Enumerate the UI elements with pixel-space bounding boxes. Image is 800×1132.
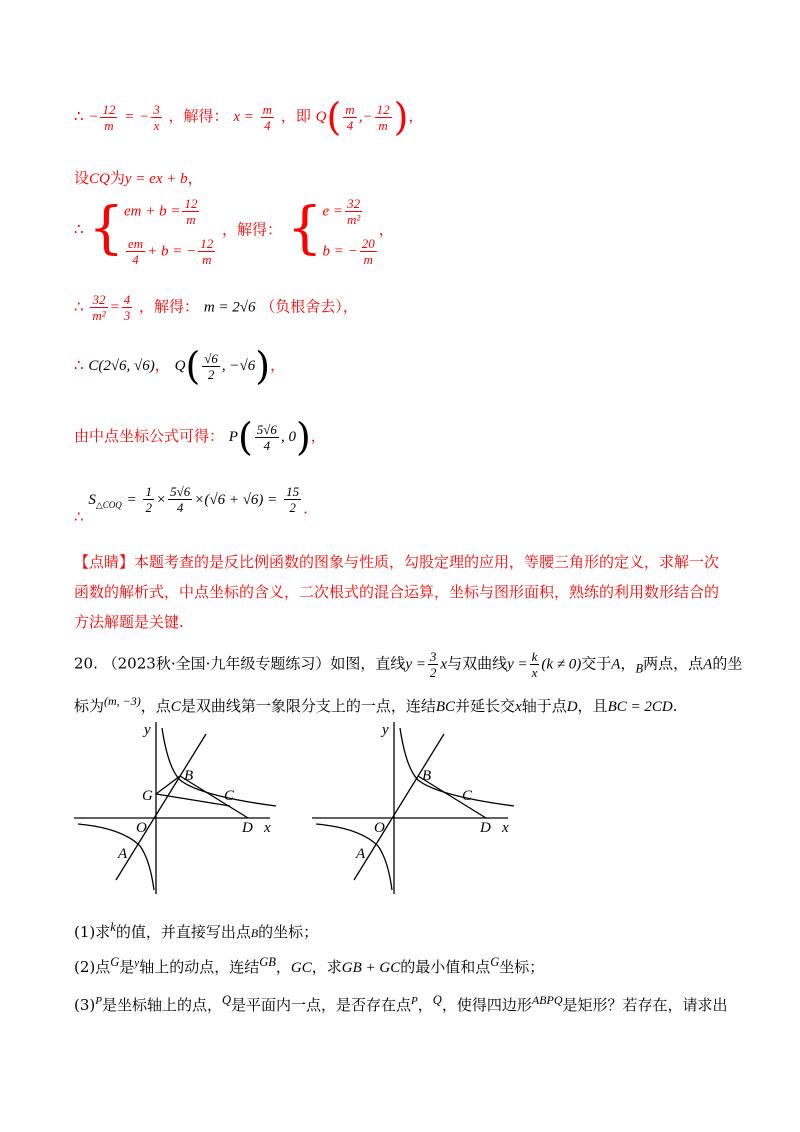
point-label: A: [703, 656, 713, 673]
fraction: [168, 484, 192, 515]
text: 与双曲线: [447, 654, 508, 673]
hyperbola-branch-1: [162, 728, 276, 806]
math-expr: (m, −3): [104, 694, 141, 708]
text: (3): [74, 996, 96, 1014]
numerator: 5√6: [170, 484, 191, 499]
fraction: [360, 236, 377, 267]
math-expr: em + b =: [123, 203, 181, 220]
point-label: P: [95, 995, 102, 1007]
text: 的最小值和点: [400, 958, 491, 976]
text: 轴于点: [521, 697, 567, 715]
point-label: B: [250, 926, 259, 940]
numerator: 5√6: [256, 421, 277, 437]
therefore-symbol: ∴: [74, 220, 84, 238]
math-expr: x: [440, 656, 448, 673]
line-ab: [354, 734, 444, 880]
math-expr: x =: [233, 109, 254, 125]
fraction: [100, 102, 117, 133]
fraction: [122, 292, 133, 323]
numerator: √6: [204, 350, 218, 366]
question-2: [74, 955, 544, 977]
math-expr: x: [515, 699, 522, 715]
math-expr: S: [88, 491, 96, 508]
text: ，: [378, 220, 394, 239]
text: 由中点坐标公式可得：: [74, 427, 225, 445]
math-expr: y =: [405, 656, 426, 673]
comment-tag: 【点睛】: [74, 553, 135, 571]
denominator: m²: [347, 212, 361, 227]
numerator: 3: [429, 649, 437, 664]
label-g: G: [142, 788, 153, 804]
problem-number: 20.: [74, 654, 98, 673]
text: 是平面内一点，是否存在点: [231, 996, 412, 1014]
math-expr: GB + GC: [341, 960, 401, 976]
point-label: C: [170, 699, 181, 715]
fraction: [284, 484, 301, 515]
numerator: 4: [123, 292, 131, 307]
label-x: x: [502, 820, 509, 836]
fraction: [126, 236, 145, 267]
text: ，: [154, 356, 170, 374]
text: ，: [417, 996, 433, 1014]
fraction: [375, 102, 392, 133]
text: 交于: [581, 654, 612, 673]
math-expr: BC: [435, 699, 455, 715]
fraction: [343, 102, 356, 133]
comment-paragraph: [74, 547, 724, 637]
text: 轴上的动点，连结: [139, 958, 260, 976]
text: ，: [275, 958, 291, 976]
text: 是坐标轴上的点，: [101, 996, 222, 1014]
solution-line-6: 由中点坐标公式可得： P( $\frac{5√6}{4}$ , 0)，: [74, 415, 326, 459]
numerator: 32: [90, 292, 107, 308]
text: ，: [408, 107, 424, 125]
text: 标为: [74, 697, 105, 715]
point-label: D: [566, 699, 578, 715]
text: ，即: [280, 107, 311, 125]
subscript: △COQ: [95, 499, 122, 510]
denominator: 2: [145, 500, 152, 515]
math-expr: (√6 + √6) =: [204, 491, 278, 508]
text: ，: [620, 654, 636, 673]
math-expr: e =: [322, 203, 344, 220]
solution-line-2: [74, 167, 203, 188]
therefore-symbol: ∴: [74, 356, 84, 374]
fraction: [182, 196, 199, 227]
label-x: x: [264, 820, 271, 836]
denominator: x: [153, 117, 160, 133]
math-expr: b = −: [322, 243, 358, 260]
numerator: m: [345, 101, 355, 117]
math-expr: + b = −: [147, 243, 197, 260]
denominator: m: [202, 252, 212, 267]
point-label: Q: [432, 993, 442, 1007]
fraction: [345, 196, 362, 227]
label-c: C: [224, 788, 235, 804]
text: ，解得：: [139, 297, 200, 316]
math-expr: ,−: [358, 109, 373, 125]
label-a: A: [356, 846, 366, 862]
text: 是: [119, 958, 135, 976]
text: ，解得：: [168, 107, 229, 125]
numerator: 3: [153, 101, 160, 117]
point-label: A: [611, 656, 621, 673]
solution-line-3: ∴ { em + b = $\frac{12}{m}$ $\frac{em}{4}$ + b = − $\frac{12}{m}$ ，解得： { e = $\frac{32}{\text{m²}}$ b = − $\frac{20}{m}$ ，: [74, 196, 394, 267]
line-ab: [116, 734, 206, 880]
math-expr: , −√6: [221, 358, 256, 374]
text: .: [672, 697, 678, 715]
text: 设: [74, 169, 90, 187]
denominator: 4: [176, 500, 184, 515]
text: 的值，并直接写出点: [115, 923, 251, 941]
fraction: [143, 484, 154, 515]
text: (2)点: [74, 958, 111, 976]
denominator: x: [531, 665, 538, 680]
label-b: B: [184, 768, 194, 784]
question-3: [74, 993, 728, 1015]
equals: =: [124, 109, 135, 125]
figure-1: [70, 718, 290, 898]
label-d: D: [480, 820, 491, 836]
point-label: G: [490, 955, 500, 969]
figure-2: [308, 718, 528, 898]
text: ，: [270, 356, 286, 374]
comment-text: 本题考查的是反比例函数的图象与性质，勾股定理的应用，等腰三角形的定义，求解一次函数的解析式，中点坐标的含义，二次根式的混合运算，坐标与图形面积，熟练的利用数形结合的方法解题是关键.: [74, 553, 720, 631]
label-a: A: [118, 846, 128, 862]
text: ，使得四边形: [441, 996, 532, 1014]
therefore-symbol: ∴: [74, 507, 84, 526]
text: ，: [342, 297, 358, 316]
text: （2023秋·全国·九年级专题练习）如图，直线: [102, 654, 406, 673]
text: （负根舍去）: [260, 297, 343, 316]
fraction: [202, 351, 220, 382]
math-expr: y = ex + b: [124, 171, 188, 187]
math-expr: y: [134, 957, 140, 969]
text: ，: [310, 427, 326, 445]
point-label: Q: [222, 993, 232, 1007]
numerator: 12: [200, 236, 214, 251]
solution-line-7: [74, 484, 308, 526]
text: 是矩形？若存在，请求出: [562, 996, 728, 1014]
therefore-symbol: ∴: [74, 107, 84, 125]
point-label: G: [110, 955, 120, 969]
text: 的坐: [712, 654, 743, 673]
math-expr: (k ≠ 0): [541, 656, 582, 673]
text: 并延长交: [455, 697, 516, 715]
equation-system: [123, 196, 217, 267]
hyperbola-branch-1: [400, 728, 514, 806]
text: 的坐标；: [258, 923, 319, 941]
math-expr: ×: [155, 491, 167, 508]
denominator: 2: [429, 665, 437, 680]
fraction: [530, 649, 540, 680]
equation-system: [322, 196, 378, 267]
label-o: O: [374, 820, 385, 836]
text: .: [303, 499, 308, 518]
numerator: 12: [184, 196, 198, 211]
math-expr: GC: [290, 960, 312, 976]
denominator: 4: [346, 117, 354, 133]
denominator: m: [378, 117, 388, 133]
math-expr: m = 2√6: [203, 299, 256, 316]
label-y: y: [144, 722, 151, 738]
denominator: m: [363, 252, 373, 267]
text: ，点: [140, 697, 171, 715]
denominator: 2: [207, 366, 215, 382]
denominator: m²: [92, 308, 106, 323]
math-expr: BC = 2CD: [607, 699, 673, 715]
label-y: y: [382, 722, 389, 738]
text: ，解得：: [222, 220, 283, 239]
math-expr: GB: [259, 955, 276, 969]
equals: =: [109, 299, 120, 316]
numerator: em: [127, 236, 144, 251]
text: 坐标；: [499, 958, 545, 976]
denominator: 3: [123, 308, 131, 323]
fraction: [90, 292, 107, 323]
numerator: k: [531, 649, 538, 664]
text: ，且: [577, 697, 608, 715]
problem-line-1: [74, 649, 742, 680]
math-expr: C(2√6, √6): [88, 358, 155, 374]
text: ，求: [311, 958, 342, 976]
point-label: Q: [315, 109, 327, 125]
text: (1)求: [74, 923, 111, 941]
fraction: [198, 236, 215, 267]
numerator: 20: [361, 236, 375, 251]
math-expr: ×: [194, 491, 205, 508]
fraction: [151, 102, 162, 133]
denominator: 4: [264, 117, 271, 133]
math-expr: , 0: [280, 429, 296, 445]
label-d: D: [242, 820, 253, 836]
math-expr: k: [110, 920, 116, 934]
label-b: B: [422, 768, 432, 784]
label-c: C: [462, 788, 473, 804]
text: 两点，点: [643, 654, 704, 673]
question-1: [74, 920, 318, 942]
solution-line-5: ∴ C(2√6, √6)， Q( $\frac{√6}{2}$ , −√6)，: [74, 344, 286, 388]
minus: −: [139, 109, 150, 125]
numerator: 32: [345, 196, 362, 212]
numerator: 12: [376, 101, 390, 117]
math-expr: y =: [507, 656, 528, 673]
numerator: 1: [145, 484, 152, 499]
fraction: [255, 422, 279, 453]
denominator: m: [104, 117, 114, 133]
equals: =: [126, 491, 137, 508]
problem-line-2: [74, 694, 677, 716]
denominator: m: [186, 212, 196, 227]
segment-gb: [156, 776, 180, 794]
denominator: 4: [132, 252, 139, 267]
therefore-symbol: ∴: [74, 297, 84, 316]
label-o: O: [136, 820, 147, 836]
math-expr: ABPQ: [531, 993, 563, 1007]
numerator: 12: [102, 101, 116, 117]
numerator: m: [262, 101, 273, 117]
solution-line-1: ∴ − $\frac{12}{m}$ = − $\frac{3}{x}$ ，解得： x = $\frac{m}{4}$ ，即 Q( $\frac{m}{4}$ ,− $\frac{12}{m}$ )，: [74, 95, 424, 139]
fraction: [428, 649, 439, 680]
text: ，: [187, 169, 203, 187]
denominator: 4: [263, 437, 271, 453]
text: 为: [109, 169, 125, 187]
fraction: [261, 102, 274, 133]
point-label: P: [228, 429, 238, 445]
math-expr: CQ: [89, 171, 110, 187]
solution-line-4: [74, 292, 358, 323]
point-label: P: [411, 995, 418, 1007]
point-label: Q: [174, 358, 186, 374]
denominator: 2: [289, 500, 296, 515]
numerator: 15: [286, 484, 300, 499]
text: 是双曲线第一象限分支上的一点，连结: [180, 697, 436, 715]
point-label: B: [635, 661, 644, 676]
